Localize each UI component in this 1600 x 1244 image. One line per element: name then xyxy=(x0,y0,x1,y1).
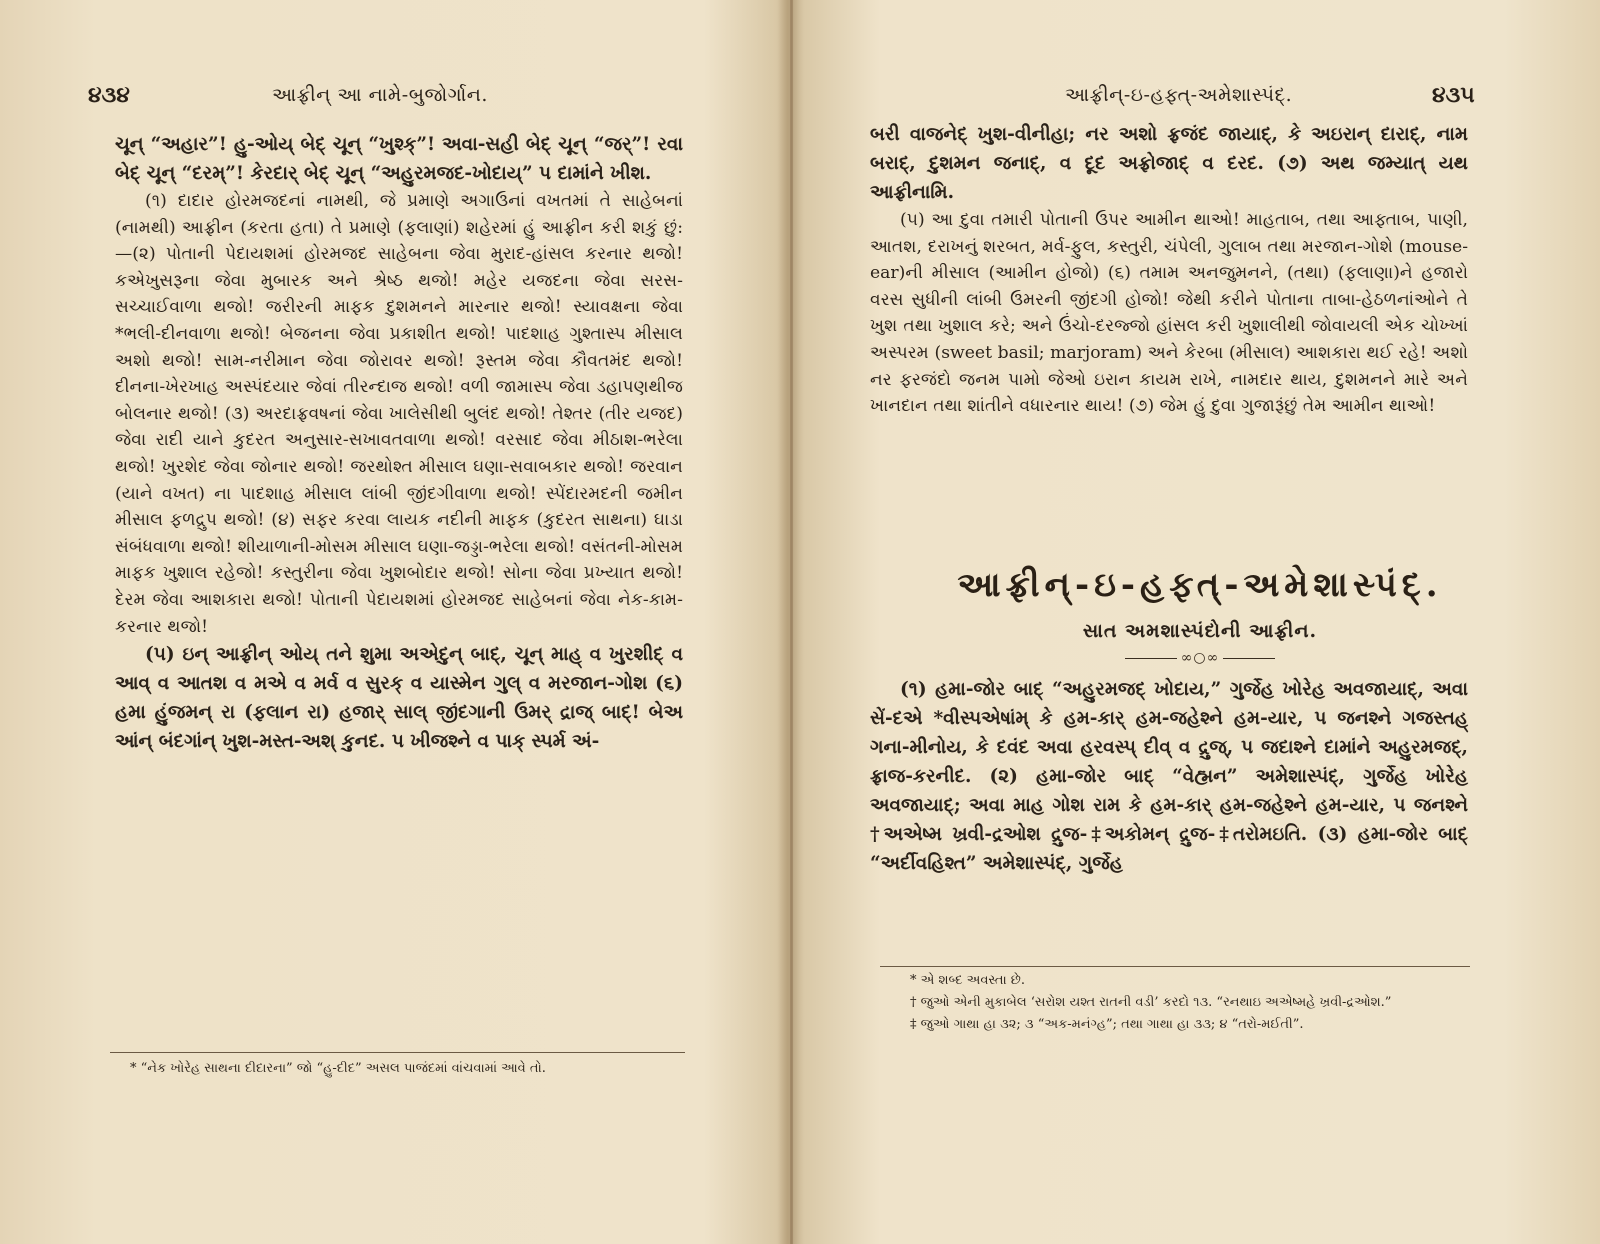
fold-line xyxy=(790,0,793,1244)
left-paragraph-1: ચૂન્ “અહાર”! હુ-ઓય્ બેદ્ ચૂન્ “ખુશ્ક્”! અવા-સહી બેદ્ ચૂન્ “જર્”! રવા બેદ્ ચૂન્ “દરમ્”! કેરદાર્ બેદ્ ચૂન્ “અહુરમજદ-ખોદાય્” પ દામાંને ખીશ. xyxy=(115,134,683,184)
left-body-text xyxy=(115,130,683,756)
section-title: આફ્રીન્-ઇ-હફ્ત્-અમેશાસ્પંદ્. xyxy=(957,565,1443,605)
right-paragraph-2: (૫) આ દુવા તમારી પોતાની ઉપર આમીન થાઓ! માહતાબ, તથા આફ્તાબ, પાણી, આતશ, દરાખનું શરબત, મર્વ-ફુલ, કસ્તુરી, ચંપેલી, ગુલાબ તથા મરજાન-ગોશે (mouse-ear)ની મીસાલ (આમીન હોજો) (૬) તમામ અનજુમનને, (તથા) (ફલાણા)ને હજારો વરસ સુધીની લાંબી ઉમરની જીંદગી હોજો! જેથી કરીને પોતાના તાબા-હેઠળનાંઓને તે ખુશ તથા ખુશાલ કરે; અને ઉંચો-દરજ્જો હાંસલ કરી ખુશાલીથી જોવાયલી એક ચોખ્ખાં અસ્પરમ (sweet basil; marjoram) અને કેરબા (મીસાલ) આશકારા થઈ રહે! અશો નર ફરજંદો જનમ પામો જેઓ ઇરાન કાયમ રાખે, નામદાર થાય, દુશમનને મારે અને ખાનદાન તથા શાંતીને વધારનાર થાય! (૭) જેમ હું દુવા ગુજારૂંછું તેમ આમીન થાઓ! xyxy=(870,210,1468,417)
right-page xyxy=(800,0,1600,1244)
right-footnote-rule xyxy=(880,966,1470,967)
left-page xyxy=(0,0,780,1244)
right-footnotes xyxy=(910,970,1470,1036)
section-subtitle: સાત અમશાસ્પંદોની આફ્રીન. xyxy=(1082,620,1318,642)
right-running-head: આફ્રીન્-ઇ-હફ્ત્-અમેશાસ્પંદ્. xyxy=(1065,84,1293,106)
left-footnote-rule xyxy=(110,1052,685,1053)
left-page-number: ૪૩૪ xyxy=(88,82,130,108)
left-footnote: * “નેક ખોરેહ સાથના દીદારના” જો “હુ-દીદ” અસલ પાજંદમાં વાંચવામાં આવે તો. xyxy=(130,1061,546,1076)
right-section-text xyxy=(870,675,1468,878)
right-paragraph-1: બરી વાજનેદ્ ખુશ-વીનીહા; નર અશો ફ્રજંદ જાયાદ્, કે અઇરાન્ દારાદ્, નામ બરાદ્, દુશમન જનાદ્, વ દૂદ અફ્રોજાદ્ વ દરદ. (૭) અથ જમ્યાત્ યથ આફ્રીનામિ. xyxy=(870,124,1468,203)
right-body-text xyxy=(870,120,1468,420)
left-paragraph-3: (૫) ઇન્ આફ્રીન્ ઓય્ તને શુમા અએદુન્ બાદ્, ચૂન્ માહ્ વ ખુરશીદ્ વ આવ્ વ આતશ વ મએ વ મર્વ વ સુરક્ વ યાસ્મેન ગુલ્ વ મરજાન-ગોશ (૬) હમા હુંજમન્ રા (ફલાન રા) હજાર્ સાલ્ જીંદગાની ઉમર્ દ્રાજ્ બાદ્! બેઅ આંન્ બંદગાંન્ ખુશ-મસ્ત-અશ્ કુનદ. પ ખીજશ્ને વ પાક્ સ્પર્મ અં- xyxy=(115,644,683,753)
left-paragraph-2: (૧) દાદાર હોરમજદનાં નામથી, જે પ્રમાણે અગાઉનાં વખતમાં તે સાહેબનાં (નામથી) આફ્રીન (કરતા હતા) તે પ્રમાણે (ફલાણાં) શહેરમાં હું આફ્રીન કરી શકું છું:—(૨) પોતાની પેદાયશમાં હોરમજદ સાહેબના જેવા મુરાદ-હાંસલ કરનાર થજો! કએખુસરૂના જેવા મુબારક અને શ્રેષ્ઠ થજો! મહેર યજદના જેવા સરસ-સચ્ચાઈવાળા થજો! જરીરની માફક દુશમનને મારનાર થજો! સ્યાવક્ષના જેવા *ભલી-દીનવાળા થજો! બેજનના જેવા પ્રકાશીત થજો! પાદશાહ ગુશ્તાસ્પ મીસાલ અશો થજો! સામ-નરીમાન જેવા જોરાવર થજો! રૂસ્તમ જેવા કૌવતમંદ થજો! દીનના-ખેરખાહ અસ્પંદયાર જેવાં તીરન્દાજ થજો! વળી જામાસ્પ જેવા ડહાપણથીજ બોલનાર થજો! (૩) અરદાફ્રવષનાં જેવા ખાલેસીથી બુલંદ થજો! તેશ્તર (તીર યજદ) જેવા રાદી યાને કુદરત અનુસાર-સખાવતવાળા થજો! વરસાદ જેવા મીઠાશ-ભરેલા થજો! ખુરશેદ જેવા જોનાર થજો! જરથોશ્ત મીસાલ ઘણા-સવાબકાર થજો! જરવાન (યાને વખત) ના પાદશાહ મીસાલ લાંબી જીંદગીવાળા થજો! સ્પેંદારમદની જમીન મીસાલ ફળદ્રુપ થજો! (૪) સફર કરવા લાયક નદીની માફક (કુદરત સાથના) ઘાડા સંબંધવાળા થજો! શીયાળાની-મોસમ મીસાલ ઘણા-જડ્ડા-ભરેલા થજો! વસંતની-મોસમ માફક ખુશાલ રહેજો! કસ્તુરીના જેવા ખુશબોદાર થજો! સોના જેવા પ્રખ્યાત થજો! દેરમ જેવા આશકારા થજો! પોતાની પેદાયશમાં હોરમજદ સાહેબનાં જેવા નેક-કામ-કરનાર થજો! xyxy=(115,191,683,637)
right-section-paragraph-1: (૧) હમા-જોર બાદ્ “અહુરમજદ્ ખોદાય,” ગુર્જેહ ખોરેહ અવજાયાદ્, અવા સેં-દએ *વીસ્પએષાંમ્ કે હમ-કાર્ હમ-જહેશ્ને હમ-યાર, પ જનશ્ને ગજસ્તહ્ ગના-મીનોય, કે દવંદ અવા હરવસ્પ્ દીવ્ વ દ્રુજ્, પ જદાશ્ને દામાંને અહુરમજદ્, ફ્રાજ-કરનીદ. (૨) હમા-જોર બાદ્ “વેહ્મન” અમેશાસ્પંદ્, ગુર્જેહ ખોરેહ અવજાયાદ્; અવા માહ ગોશ રામ કે હમ-કાર્ હમ-જહેશ્ને હમ-યાર, પ જનશ્ને †અએષ્મ ખ્રવી-દ્રઓશ દ્રુજ-‡અકોમન્ દ્રુજ-‡તરોમઇતિ. (૩) હમા-જોર બાદ્ “અર્દીવહિશ્ત” અમેશાસ્પંદ્, ગુર્જેહ xyxy=(870,679,1468,874)
right-footnote-2: † જુઓ એની મુકાબેલ ‘સરોશ યશ્ત રાતની વડી’ કરદો ૧૩. “રનથાઇ અએષ્મહે ખ્રવી-દ્રઓશ.” xyxy=(910,995,1392,1010)
ornament-divider: ∞○∞ xyxy=(1105,650,1295,666)
right-page-number: ૪૩૫ xyxy=(1432,82,1475,108)
right-footnote-3: ‡ જુઓ ગાથા હા ૩૨; ૩ “અક-મનંગ્હ”; તથા ગાથા હા ૩૩; ૪ “તરો-મઈતી”. xyxy=(910,1017,1304,1032)
right-footnote-1: * એ શબ્દ અવસ્તા છે. xyxy=(910,973,1025,988)
left-running-head: આફ્રીન્ આ નામે-બુજોર્ગાન. xyxy=(272,84,488,106)
